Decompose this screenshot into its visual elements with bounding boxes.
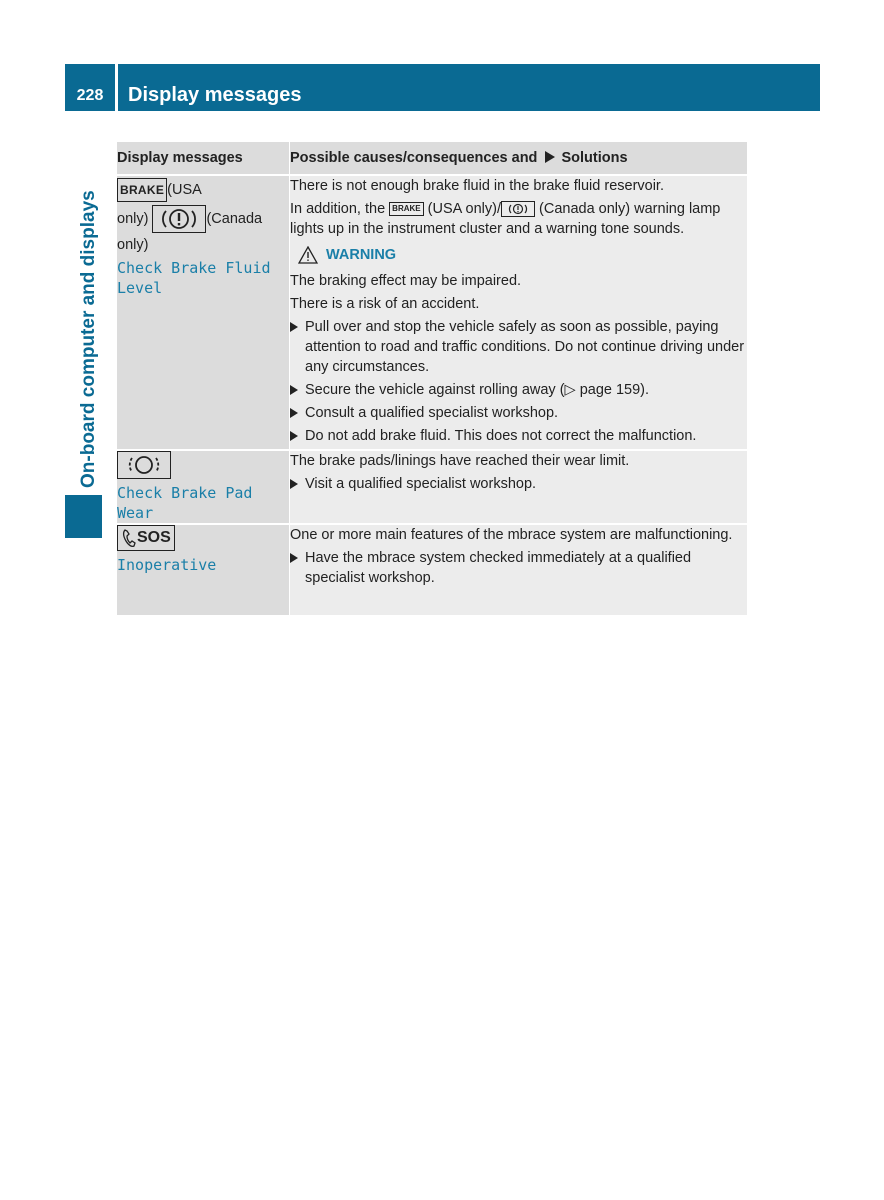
column-header-causes-prefix: Possible causes/consequences and <box>290 150 538 166</box>
bullet-arrow-icon <box>290 322 298 332</box>
cause-text: There is not enough brake fluid in the brake fluid reservoir. <box>290 178 664 194</box>
only-label: only) <box>117 210 149 227</box>
cause-text: One or more main features of the mbrace system are malfunctioning. <box>290 527 733 543</box>
display-messages-table <box>117 142 747 615</box>
parking-brake-small-icon <box>501 201 535 217</box>
list-item-text: Do not add brake fluid. This does not correct the malfunction. <box>305 428 697 444</box>
list-item <box>290 426 747 446</box>
bullet-arrow-icon <box>290 479 298 489</box>
list-item <box>290 548 747 588</box>
list-item <box>290 403 747 423</box>
cause-text-2b: (USA only)/ <box>427 201 501 217</box>
column-header-messages: Display messages <box>117 142 290 175</box>
brake-warning-icon: BRAKE <box>117 178 167 202</box>
message-cell <box>117 175 290 450</box>
causes-cell <box>290 175 748 450</box>
message-text: Inoperative <box>117 556 217 574</box>
message-text: Check Brake Fluid <box>117 259 271 277</box>
table-row <box>117 450 747 524</box>
message-text-line2: Level <box>117 279 163 297</box>
brake-pad-wear-icon <box>117 451 171 479</box>
phone-icon <box>121 527 137 549</box>
warning-triangle-icon <box>298 246 318 264</box>
header-divider <box>115 64 118 111</box>
list-item-text: Visit a qualified specialist workshop. <box>305 476 537 492</box>
list-item <box>290 474 747 494</box>
cause-text-2 <box>290 199 747 239</box>
usa-label: (USA <box>167 181 202 198</box>
causes-cell <box>290 524 748 615</box>
table-header-row <box>117 142 747 175</box>
list-item <box>290 317 747 377</box>
list-item-text: Have the mbrace system checked immediately at a qualified specialist workshop. <box>305 550 692 586</box>
column-header-solutions: Solutions <box>561 150 628 166</box>
warning-text: The braking effect may be impaired. <box>290 273 522 289</box>
message-cell <box>117 524 290 615</box>
table-row <box>117 175 747 450</box>
page-number: 228 <box>76 87 104 104</box>
column-header-causes <box>290 142 748 175</box>
causes-cell <box>290 450 748 524</box>
message-text: Check Brake Pad <box>117 484 253 502</box>
brake-small-icon: BRAKE <box>389 202 423 216</box>
solution-arrow-icon <box>545 151 555 163</box>
page-title: Display messages <box>128 84 302 106</box>
bullet-arrow-icon <box>290 385 298 395</box>
cause-text: The brake pads/linings have reached their wear limit. <box>290 453 630 469</box>
cause-text-2c: (Canada only) warning lamp lights up in the instrument cluster and a warning tone sounds. <box>290 201 721 237</box>
warning-text-2: There is a risk of an accident. <box>290 296 480 312</box>
canada-label: (Canada <box>206 210 263 227</box>
bullet-arrow-icon <box>290 408 298 418</box>
list-item-text: Secure the vehicle against rolling away (▷ page 159). <box>305 382 650 398</box>
only-label-2: only) <box>117 237 149 253</box>
parking-brake-warning-icon <box>152 205 206 233</box>
message-cell <box>117 450 290 524</box>
warning-heading <box>298 245 747 265</box>
list-item-text: Consult a qualified specialist workshop. <box>305 405 559 421</box>
list-item-text: Pull over and stop the vehicle safely as soon as possible, paying attention to road and traffic conditions. Do not continue driving under any circumstances. <box>305 319 745 375</box>
message-text-line2: Wear <box>117 504 154 522</box>
bullet-arrow-icon <box>290 553 298 563</box>
side-tab-label: On-board computer and displays <box>78 190 99 488</box>
table-row <box>117 524 747 615</box>
bullet-arrow-icon <box>290 431 298 441</box>
sos-label: SOS <box>137 529 171 546</box>
sos-phone-icon <box>117 525 175 551</box>
list-item <box>290 380 747 400</box>
cause-text-2a: In addition, the <box>290 201 386 217</box>
warning-label: WARNING <box>326 247 397 263</box>
